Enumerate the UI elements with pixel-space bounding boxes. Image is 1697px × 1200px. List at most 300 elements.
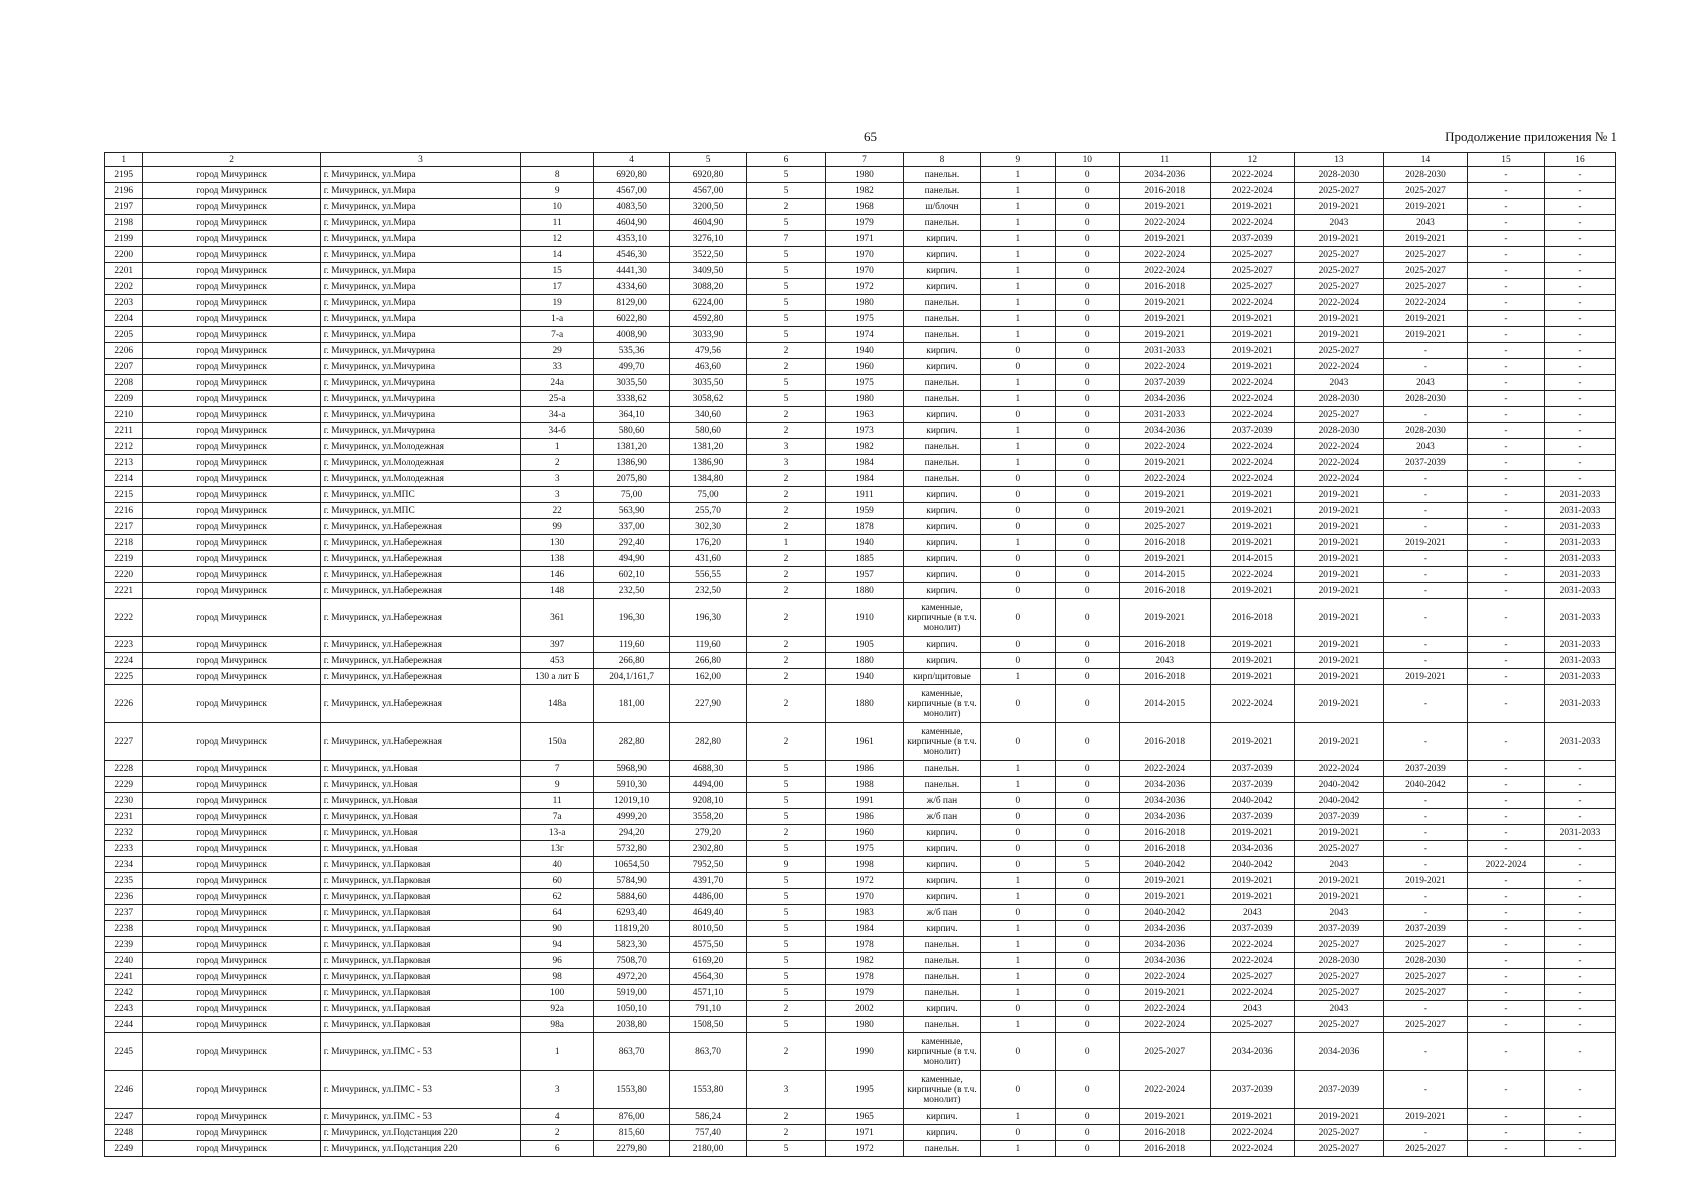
table-cell: 2019-2021 bbox=[1210, 873, 1294, 889]
table-cell: 1983 bbox=[826, 905, 904, 921]
table-cell: город Мичуринск bbox=[143, 327, 320, 343]
table-cell: - bbox=[1544, 1033, 1615, 1071]
table-cell: 2022-2024 bbox=[1294, 295, 1383, 311]
table-cell: 5 bbox=[747, 247, 826, 263]
table-row bbox=[105, 985, 1616, 1001]
table-row bbox=[105, 905, 1616, 921]
table-cell: каменные, кирпичные (в т.ч. монолит) bbox=[903, 685, 980, 723]
table-cell: - bbox=[1468, 343, 1545, 359]
table-cell: 2022-2024 bbox=[1210, 295, 1294, 311]
table-row bbox=[105, 567, 1616, 583]
table-cell: 2040-2042 bbox=[1210, 857, 1294, 873]
table-cell: панельн. bbox=[903, 985, 980, 1001]
table-cell: г. Мичуринск, ул.Набережная bbox=[320, 599, 521, 637]
table-cell: 499,70 bbox=[594, 359, 670, 375]
table-cell: 5 bbox=[747, 327, 826, 343]
table-cell: 2019-2021 bbox=[1383, 1109, 1467, 1125]
table-cell: - bbox=[1544, 391, 1615, 407]
table-cell: 4008,90 bbox=[594, 327, 670, 343]
table-cell: 7 bbox=[747, 231, 826, 247]
table-cell: 2233 bbox=[105, 841, 143, 857]
table-cell: 2019-2021 bbox=[1294, 685, 1383, 723]
table-cell: 94 bbox=[521, 937, 594, 953]
table-cell: 2034-2036 bbox=[1119, 423, 1210, 439]
table-cell: 2034-2036 bbox=[1210, 841, 1294, 857]
table-cell: 5 bbox=[747, 311, 826, 327]
table-cell: г. Мичуринск, ул.Парковая bbox=[320, 985, 521, 1001]
column-header: 11 bbox=[1119, 153, 1210, 167]
table-cell: 2031-2033 bbox=[1544, 535, 1615, 551]
table-row bbox=[105, 279, 1616, 295]
table-cell: 2207 bbox=[105, 359, 143, 375]
table-cell: 5 bbox=[747, 391, 826, 407]
table-cell: 2025-2027 bbox=[1210, 263, 1294, 279]
table-cell: город Мичуринск bbox=[143, 761, 320, 777]
table-cell: г. Мичуринск, ул.Парковая bbox=[320, 937, 521, 953]
table-cell: город Мичуринск bbox=[143, 793, 320, 809]
table-cell: 2019-2021 bbox=[1294, 873, 1383, 889]
table-cell: 1982 bbox=[826, 439, 904, 455]
table-cell: 5 bbox=[747, 1141, 826, 1157]
table-cell: 1 bbox=[980, 873, 1055, 889]
table-cell: 6169,20 bbox=[670, 953, 747, 969]
table-cell: 1965 bbox=[826, 1109, 904, 1125]
table-cell: - bbox=[1468, 423, 1545, 439]
table-cell: 2237 bbox=[105, 905, 143, 921]
table-cell: 2031-2033 bbox=[1544, 487, 1615, 503]
table-cell: 0 bbox=[1055, 777, 1119, 793]
table-cell: 2 bbox=[747, 1033, 826, 1071]
table-cell: - bbox=[1544, 777, 1615, 793]
table-cell: город Мичуринск bbox=[143, 1033, 320, 1071]
table-cell: 0 bbox=[980, 653, 1055, 669]
table-cell: город Мичуринск bbox=[143, 1071, 320, 1109]
table-cell: 2043 bbox=[1294, 905, 1383, 921]
table-cell: - bbox=[1544, 279, 1615, 295]
table-row bbox=[105, 1017, 1616, 1033]
table-cell: 2243 bbox=[105, 1001, 143, 1017]
table-row bbox=[105, 1141, 1616, 1157]
table-cell: - bbox=[1468, 311, 1545, 327]
table-cell: 2022-2024 bbox=[1210, 937, 1294, 953]
table-cell: 2031-2033 bbox=[1544, 567, 1615, 583]
table-cell: 2 bbox=[747, 1109, 826, 1125]
table-cell: город Мичуринск bbox=[143, 825, 320, 841]
column-header: 2 bbox=[143, 153, 320, 167]
table-cell: 2038,80 bbox=[594, 1017, 670, 1033]
table-cell: 2002 bbox=[826, 1001, 904, 1017]
table-cell: - bbox=[1544, 985, 1615, 1001]
table-cell: 2019-2021 bbox=[1119, 551, 1210, 567]
table-cell: 2242 bbox=[105, 985, 143, 1001]
table-cell: кирпич. bbox=[903, 567, 980, 583]
table-cell: 1 bbox=[980, 535, 1055, 551]
table-cell: 2037-2039 bbox=[1210, 777, 1294, 793]
table-cell: г. Мичуринск, ул.Парковая bbox=[320, 889, 521, 905]
table-cell: 2031-2033 bbox=[1544, 653, 1615, 669]
table-cell: - bbox=[1468, 889, 1545, 905]
table-cell: 60 bbox=[521, 873, 594, 889]
table-cell: 5 bbox=[747, 809, 826, 825]
table-cell: - bbox=[1468, 953, 1545, 969]
table-cell: 5884,60 bbox=[594, 889, 670, 905]
table-cell: 2 bbox=[747, 583, 826, 599]
table-row bbox=[105, 669, 1616, 685]
table-cell: 0 bbox=[1055, 551, 1119, 567]
table-cell: панельн. bbox=[903, 937, 980, 953]
table-cell: 2043 bbox=[1294, 1001, 1383, 1017]
table-row bbox=[105, 375, 1616, 391]
table-cell: 0 bbox=[980, 637, 1055, 653]
table-cell: г. Мичуринск, ул.Мира bbox=[320, 263, 521, 279]
table-cell: 2230 bbox=[105, 793, 143, 809]
table-row bbox=[105, 937, 1616, 953]
table-cell: 1940 bbox=[826, 669, 904, 685]
table-cell: 4604,90 bbox=[670, 215, 747, 231]
table-cell: 0 bbox=[980, 567, 1055, 583]
table-cell: 602,10 bbox=[594, 567, 670, 583]
table-cell: 5 bbox=[747, 969, 826, 985]
table-cell: 4567,00 bbox=[670, 183, 747, 199]
table-cell: 2019-2021 bbox=[1383, 199, 1467, 215]
table-row bbox=[105, 295, 1616, 311]
table-cell: - bbox=[1544, 215, 1615, 231]
table-cell: 2034-2036 bbox=[1119, 777, 1210, 793]
table-cell: 0 bbox=[1055, 793, 1119, 809]
table-cell: 2022-2024 bbox=[1119, 1071, 1210, 1109]
table-cell: 2016-2018 bbox=[1119, 637, 1210, 653]
table-cell: - bbox=[1468, 487, 1545, 503]
table-row bbox=[105, 519, 1616, 535]
table-cell: 2019-2021 bbox=[1210, 199, 1294, 215]
table-cell: город Мичуринск bbox=[143, 471, 320, 487]
table-cell: 11 bbox=[521, 215, 594, 231]
table-cell: - bbox=[1468, 1109, 1545, 1125]
table-cell: - bbox=[1468, 873, 1545, 889]
table-cell: - bbox=[1544, 905, 1615, 921]
table-cell: 29 bbox=[521, 343, 594, 359]
table-row bbox=[105, 873, 1616, 889]
table-cell: 2019-2021 bbox=[1119, 889, 1210, 905]
table-cell: 302,30 bbox=[670, 519, 747, 535]
table-cell: - bbox=[1544, 1017, 1615, 1033]
table-cell: 2043 bbox=[1383, 375, 1467, 391]
table-cell: 2022-2024 bbox=[1210, 471, 1294, 487]
table-cell: 2031-2033 bbox=[1119, 343, 1210, 359]
table-row bbox=[105, 583, 1616, 599]
table-cell: - bbox=[1468, 247, 1545, 263]
table-cell: 0 bbox=[1055, 841, 1119, 857]
table-cell: 5 bbox=[747, 937, 826, 953]
table-cell: - bbox=[1383, 685, 1467, 723]
table-cell: 4972,20 bbox=[594, 969, 670, 985]
table-cell: город Мичуринск bbox=[143, 777, 320, 793]
table-cell: 2019-2021 bbox=[1210, 503, 1294, 519]
table-cell: 0 bbox=[1055, 669, 1119, 685]
table-row bbox=[105, 1109, 1616, 1125]
table-cell: 148а bbox=[521, 685, 594, 723]
table-cell: 2 bbox=[747, 199, 826, 215]
table-cell: 2 bbox=[747, 685, 826, 723]
table-cell: 5 bbox=[747, 279, 826, 295]
table-cell: - bbox=[1468, 503, 1545, 519]
table-cell: - bbox=[1468, 1071, 1545, 1109]
table-cell: город Мичуринск bbox=[143, 1125, 320, 1141]
column-header: 1 bbox=[105, 153, 143, 167]
table-cell: 1963 bbox=[826, 407, 904, 423]
table-cell: - bbox=[1544, 263, 1615, 279]
table-cell: 0 bbox=[1055, 1071, 1119, 1109]
table-cell: г. Мичуринск, ул.Мичурина bbox=[320, 375, 521, 391]
table-cell: 1 bbox=[980, 985, 1055, 1001]
table-cell: 5 bbox=[747, 905, 826, 921]
column-header: 14 bbox=[1383, 153, 1467, 167]
table-cell: 2 bbox=[747, 637, 826, 653]
table-cell: 2019-2021 bbox=[1294, 889, 1383, 905]
table-cell: 4334,60 bbox=[594, 279, 670, 295]
table-cell: 2 bbox=[521, 455, 594, 471]
table-cell: 0 bbox=[1055, 1125, 1119, 1141]
table-cell: - bbox=[1383, 487, 1467, 503]
table-cell: 4649,40 bbox=[670, 905, 747, 921]
table-cell: 2 bbox=[747, 599, 826, 637]
table-cell: 2034-2036 bbox=[1119, 391, 1210, 407]
table-cell: город Мичуринск bbox=[143, 519, 320, 535]
table-cell: - bbox=[1383, 1033, 1467, 1071]
table-cell: 1553,80 bbox=[594, 1071, 670, 1109]
table-cell: 1 bbox=[980, 247, 1055, 263]
table-cell: - bbox=[1544, 199, 1615, 215]
table-cell: 5 bbox=[747, 889, 826, 905]
table-cell: - bbox=[1468, 535, 1545, 551]
table-cell: 5 bbox=[747, 873, 826, 889]
table-cell: 5919,00 bbox=[594, 985, 670, 1001]
table-cell: 1878 bbox=[826, 519, 904, 535]
table-cell: 2037-2039 bbox=[1383, 761, 1467, 777]
table-cell: 2031-2033 bbox=[1544, 503, 1615, 519]
table-cell: 196,30 bbox=[670, 599, 747, 637]
table-row bbox=[105, 1071, 1616, 1109]
table-cell: г. Мичуринск, ул.Новая bbox=[320, 761, 521, 777]
table-cell: 1971 bbox=[826, 1125, 904, 1141]
table-row bbox=[105, 407, 1616, 423]
table-cell: 2022-2024 bbox=[1119, 471, 1210, 487]
table-cell: город Мичуринск bbox=[143, 1109, 320, 1125]
table-cell: 266,80 bbox=[670, 653, 747, 669]
table-cell: 3033,90 bbox=[670, 327, 747, 343]
table-cell: город Мичуринск bbox=[143, 653, 320, 669]
table-cell: г. Мичуринск, ул.Мичурина bbox=[320, 423, 521, 439]
table-cell: 2019-2021 bbox=[1383, 327, 1467, 343]
table-cell: город Мичуринск bbox=[143, 455, 320, 471]
table-cell: 0 bbox=[980, 1125, 1055, 1141]
table-cell: - bbox=[1544, 1125, 1615, 1141]
table-cell: 2196 bbox=[105, 183, 143, 199]
table-cell: 340,60 bbox=[670, 407, 747, 423]
table-cell: 1978 bbox=[826, 937, 904, 953]
table-cell: г. Мичуринск, ул.МПС bbox=[320, 503, 521, 519]
table-row bbox=[105, 215, 1616, 231]
table-cell: 2075,80 bbox=[594, 471, 670, 487]
table-cell: 1940 bbox=[826, 535, 904, 551]
table-cell: - bbox=[1468, 263, 1545, 279]
table-cell: 2040-2042 bbox=[1119, 905, 1210, 921]
table-row bbox=[105, 247, 1616, 263]
table-cell: - bbox=[1468, 985, 1545, 1001]
table-cell: 0 bbox=[980, 519, 1055, 535]
table-row bbox=[105, 761, 1616, 777]
table-cell: 2019-2021 bbox=[1294, 535, 1383, 551]
table-cell: 1 bbox=[980, 279, 1055, 295]
table-cell: 130 а лит Б bbox=[521, 669, 594, 685]
table-cell: 13-а bbox=[521, 825, 594, 841]
table-cell: 1910 bbox=[826, 599, 904, 637]
table-cell: 0 bbox=[980, 551, 1055, 567]
table-cell: 0 bbox=[1055, 327, 1119, 343]
table-cell: 2019-2021 bbox=[1210, 637, 1294, 653]
table-cell: 2028-2030 bbox=[1294, 953, 1383, 969]
table-cell: г. Мичуринск, ул.Парковая bbox=[320, 953, 521, 969]
table-cell: 2028-2030 bbox=[1294, 423, 1383, 439]
table-cell: 2 bbox=[747, 723, 826, 761]
table-cell: 2019-2021 bbox=[1294, 519, 1383, 535]
table-cell: 176,20 bbox=[670, 535, 747, 551]
table-cell: г. Мичуринск, ул.Мичурина bbox=[320, 359, 521, 375]
table-cell: 5 bbox=[747, 953, 826, 969]
table-cell: - bbox=[1468, 199, 1545, 215]
table-cell: 2031-2033 bbox=[1544, 723, 1615, 761]
table-cell: 1 bbox=[980, 327, 1055, 343]
table-cell: 0 bbox=[1055, 921, 1119, 937]
table-cell: 1880 bbox=[826, 653, 904, 669]
table-cell: 1959 bbox=[826, 503, 904, 519]
table-cell: 0 bbox=[1055, 407, 1119, 423]
table-cell: г. Мичуринск, ул.Новая bbox=[320, 777, 521, 793]
table-cell: - bbox=[1468, 215, 1545, 231]
table-cell: 2019-2021 bbox=[1210, 653, 1294, 669]
table-cell: 2201 bbox=[105, 263, 143, 279]
table-cell: г. Мичуринск, ул.ПМС - 53 bbox=[320, 1033, 521, 1071]
table-cell: 2 bbox=[747, 471, 826, 487]
table-cell: - bbox=[1468, 279, 1545, 295]
table-cell: 11819,20 bbox=[594, 921, 670, 937]
table-cell: 0 bbox=[1055, 969, 1119, 985]
table-cell: 232,50 bbox=[594, 583, 670, 599]
table-cell: 2022-2024 bbox=[1210, 1141, 1294, 1157]
table-cell: г. Мичуринск, ул.МПС bbox=[320, 487, 521, 503]
table-cell: панельн. bbox=[903, 183, 980, 199]
table-cell: - bbox=[1544, 359, 1615, 375]
table-cell: 431,60 bbox=[670, 551, 747, 567]
table-cell: 2022-2024 bbox=[1210, 407, 1294, 423]
table-cell: кирпич. bbox=[903, 551, 980, 567]
table-cell: 0 bbox=[1055, 263, 1119, 279]
table-cell: 2037-2039 bbox=[1210, 809, 1294, 825]
table-cell: 1 bbox=[980, 889, 1055, 905]
table-cell: - bbox=[1383, 359, 1467, 375]
table-cell: 1 bbox=[980, 295, 1055, 311]
table-cell: 2240 bbox=[105, 953, 143, 969]
table-cell: 2040-2042 bbox=[1210, 793, 1294, 809]
table-cell: 119,60 bbox=[670, 637, 747, 653]
table-cell: 2019-2021 bbox=[1383, 231, 1467, 247]
table-cell: 0 bbox=[1055, 231, 1119, 247]
table-cell: 2019-2021 bbox=[1210, 343, 1294, 359]
table-cell: 2034-2036 bbox=[1119, 809, 1210, 825]
table-cell: город Мичуринск bbox=[143, 685, 320, 723]
table-cell: 1991 bbox=[826, 793, 904, 809]
table-cell: 3035,50 bbox=[670, 375, 747, 391]
table-cell: 2 bbox=[747, 567, 826, 583]
table-cell: 2019-2021 bbox=[1294, 637, 1383, 653]
table-cell: г. Мичуринск, ул.Набережная bbox=[320, 551, 521, 567]
table-cell: 0 bbox=[980, 503, 1055, 519]
table-cell: 535,36 bbox=[594, 343, 670, 359]
table-cell: 24а bbox=[521, 375, 594, 391]
table-cell: каменные, кирпичные (в т.ч. монолит) bbox=[903, 599, 980, 637]
table-cell: г. Мичуринск, ул.Подстанция 220 bbox=[320, 1125, 521, 1141]
table-cell: - bbox=[1468, 1017, 1545, 1033]
table-cell: город Мичуринск bbox=[143, 359, 320, 375]
table-cell: 1 bbox=[980, 761, 1055, 777]
table-cell: 5 bbox=[1055, 857, 1119, 873]
table-cell: 6293,40 bbox=[594, 905, 670, 921]
table-cell: 2025-2027 bbox=[1383, 985, 1467, 1001]
table-cell: 2025-2027 bbox=[1210, 247, 1294, 263]
table-cell: ж/б пан bbox=[903, 793, 980, 809]
table-cell: 2016-2018 bbox=[1119, 1141, 1210, 1157]
table-cell: - bbox=[1468, 167, 1545, 183]
table-cell: 2210 bbox=[105, 407, 143, 423]
table-cell: 1957 bbox=[826, 567, 904, 583]
table-cell: 1975 bbox=[826, 375, 904, 391]
table-cell: - bbox=[1544, 375, 1615, 391]
table-row bbox=[105, 857, 1616, 873]
table-cell: 2043 bbox=[1210, 905, 1294, 921]
table-cell: 1984 bbox=[826, 471, 904, 487]
table-cell: 1940 bbox=[826, 343, 904, 359]
table-cell: 2022-2024 bbox=[1210, 567, 1294, 583]
table-cell: панельн. bbox=[903, 327, 980, 343]
table-cell: 3058,62 bbox=[670, 391, 747, 407]
table-cell: 2019-2021 bbox=[1119, 295, 1210, 311]
table-cell: г. Мичуринск, ул.Мира bbox=[320, 247, 521, 263]
appendix-note: Продолжение приложения № 1 bbox=[1445, 129, 1617, 144]
table-cell: 2019-2021 bbox=[1210, 327, 1294, 343]
table-cell: - bbox=[1544, 183, 1615, 199]
table-cell: 0 bbox=[1055, 825, 1119, 841]
table-cell: кирпич. bbox=[903, 359, 980, 375]
table-row bbox=[105, 599, 1616, 637]
table-cell: г. Мичуринск, ул.Молодежная bbox=[320, 471, 521, 487]
table-cell: город Мичуринск bbox=[143, 583, 320, 599]
table-row bbox=[105, 953, 1616, 969]
table-row bbox=[105, 439, 1616, 455]
table-cell: город Мичуринск bbox=[143, 669, 320, 685]
table-cell: 17 bbox=[521, 279, 594, 295]
table-cell: 2016-2018 bbox=[1119, 723, 1210, 761]
table-cell: 98 bbox=[521, 969, 594, 985]
table-cell: 2034-2036 bbox=[1119, 953, 1210, 969]
table-cell: город Мичуринск bbox=[143, 921, 320, 937]
table-cell: 0 bbox=[980, 487, 1055, 503]
table-cell: - bbox=[1468, 969, 1545, 985]
table-cell: 2031-2033 bbox=[1544, 825, 1615, 841]
table-cell: 1 bbox=[980, 969, 1055, 985]
table-cell: - bbox=[1544, 809, 1615, 825]
table-cell: 2180,00 bbox=[670, 1141, 747, 1157]
table-cell: - bbox=[1383, 471, 1467, 487]
